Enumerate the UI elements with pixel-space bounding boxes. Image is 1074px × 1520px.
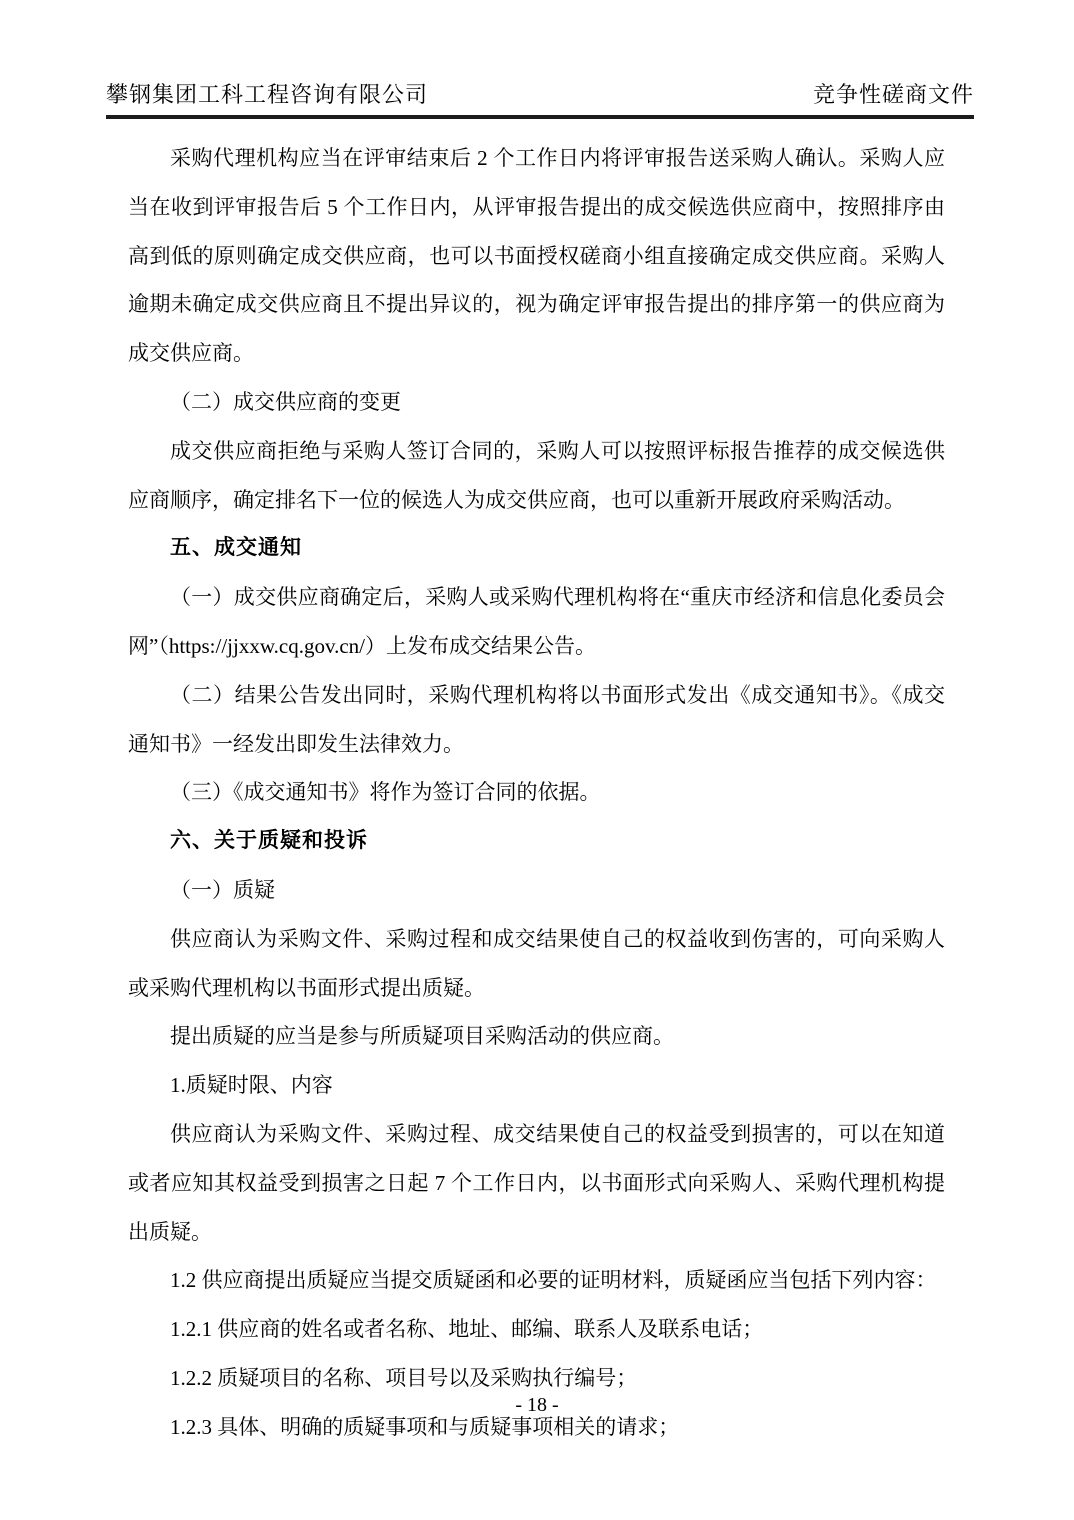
header-doc-type: 竞争性磋商文件: [812, 82, 974, 107]
page-number: - 18 -: [515, 1394, 559, 1416]
page-header: [106, 82, 974, 119]
section-heading-query-complaint: 六、关于质疑和投诉: [170, 829, 368, 853]
paragraph-query-item-2: 1.2.2 质疑项目的名称、项目号以及采购执行编号；: [170, 1365, 638, 1390]
header-company-name: 攀钢集团工科工程咨询有限公司: [106, 82, 429, 107]
paragraph-query-time-limit-title: 1.质疑时限、内容: [170, 1073, 333, 1098]
paragraph-notice-issue: （二）结果公告发出同时，采购代理机构将以书面形式发出《成交通知书》。《成交通知书》一经发出即发生法律效力。: [128, 682, 945, 756]
paragraph-award-announcement: （一）成交供应商确定后，采购人或采购代理机构将在“重庆市经济和信息化委员会网”（https://jjxxw.cq.gov.cn/）上发布成交结果公告。: [128, 585, 945, 658]
paragraph-query-letter-requirements: 1.2 供应商提出质疑应当提交质疑函和必要的证明材料，质疑函应当包括下列内容：: [170, 1268, 937, 1293]
paragraph-supplier-change-title: （二）成交供应商的变更: [170, 389, 401, 414]
document-body: [128, 134, 945, 1452]
paragraph-query-title: （一）质疑: [170, 877, 275, 902]
section-heading-award-notice: 五、成交通知: [170, 536, 302, 560]
paragraph-query-eligibility: 提出质疑的应当是参与所质疑项目采购活动的供应商。: [170, 1024, 674, 1049]
paragraph-query-item-1: 1.2.1 供应商的姓名或者名称、地址、邮编、联系人及联系电话；: [170, 1317, 764, 1342]
paragraph-query-rights: 供应商认为采购文件、采购过程和成交结果使自己的权益收到伤害的，可向采购人或采购代理机构以书面形式提出质疑。: [128, 926, 945, 1000]
paragraph-award-confirmation: 采购代理机构应当在评审结束后 2 个工作日内将评审报告送采购人确认。采购人应当在收到评审报告后 5 个工作日内，从评审报告提出的成交候选供应商中，按照排序由高到低的原则确定成交供应商，也可以书面授权磋商小组直接确定成交供应商。采购人逾期未确定成交供应商且不提出异议的，视为确定评审报告提出的排序第一的供应商为成交供应商。: [128, 146, 945, 366]
paragraph-query-time-limit-body: 供应商认为采购文件、采购过程、成交结果使自己的权益受到损害的，可以在知道或者应知其权益受到损害之日起 7 个工作日内，以书面形式向采购人、采购代理机构提出质疑。: [128, 1121, 945, 1244]
paragraph-notice-contract-basis: （三）《成交通知书》将作为签订合同的依据。: [170, 780, 601, 805]
paragraph-supplier-change-body: 成交供应商拒绝与采购人签订合同的，采购人可以按照评标报告推荐的成交候选供应商顺序，确定排名下一位的候选人为成交供应商，也可以重新开展政府采购活动。: [128, 438, 945, 512]
paragraph-query-item-3: 1.2.3 具体、明确的质疑事项和与质疑事项相关的请求；: [170, 1414, 680, 1439]
